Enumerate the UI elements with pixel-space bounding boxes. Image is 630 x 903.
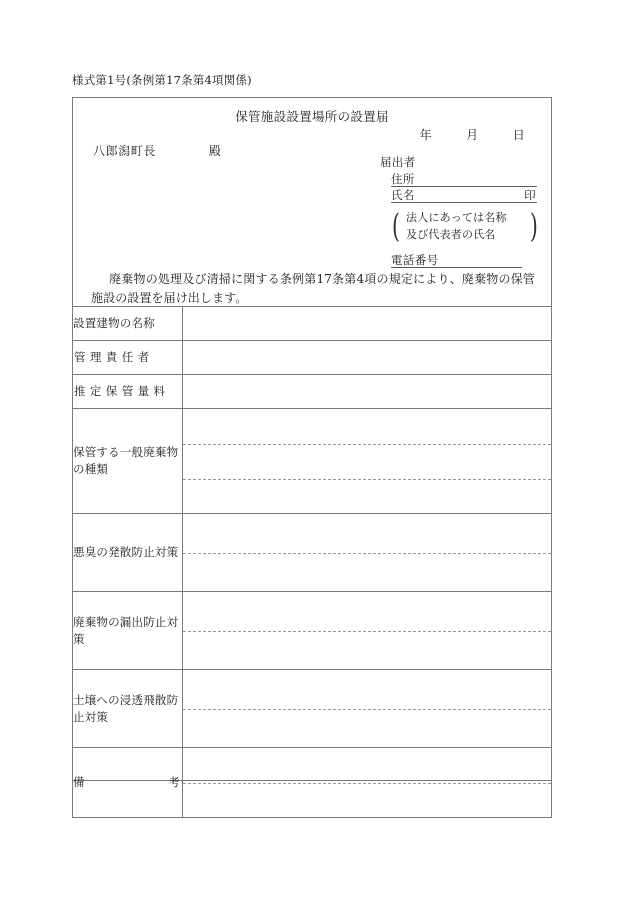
row-label-char: 考 <box>168 775 180 789</box>
row-label-cell-7 <box>73 748 183 818</box>
row-label-cell-1 <box>73 341 183 375</box>
corporate-note-line-1: 法人にあっては名称 <box>406 211 507 224</box>
paren-right-glyph: ) <box>530 206 538 245</box>
row-label-text-3: 保管する一般廃棄物の種類 <box>73 445 179 476</box>
phone-label: 電話番号 <box>391 253 439 267</box>
body-paragraph-text: 廃棄物の処理及び清掃に関する条例第17条第4項の規定により、廃棄物の保管施設の設置を届け出します。 <box>91 272 535 305</box>
row-label-cell-0 <box>73 307 183 341</box>
row-label-cell-5 <box>73 592 183 670</box>
date-month-label: 月 <box>466 128 479 142</box>
row-label-text-1: 管理責任者 <box>74 350 154 364</box>
row-value-cell-5[interactable] <box>183 592 552 670</box>
address-label: 住所 <box>391 172 415 186</box>
row-label-text-2: 推定保管量料 <box>74 384 170 398</box>
row-label-text-0: 設置建物の名称 <box>73 316 155 330</box>
row-value-cell-0[interactable] <box>183 307 552 341</box>
submitter-block <box>380 154 540 268</box>
date-line <box>420 126 525 143</box>
table-row <box>73 375 552 409</box>
corporate-note-line-2: 及び代表者の氏名 <box>406 228 496 241</box>
name-field[interactable] <box>391 187 537 203</box>
row-label-text-6: 土壌への浸透飛散防止対策 <box>73 692 179 724</box>
row-label-text-4: 悪臭の発散防止対策 <box>73 545 179 559</box>
body-paragraph <box>91 270 535 308</box>
corporate-name-note <box>392 206 538 245</box>
row-value-cell-3[interactable] <box>183 409 552 514</box>
row-dotted-line-5-0 <box>183 631 551 632</box>
table-row <box>73 307 552 341</box>
row-label-char: 備 <box>73 775 85 789</box>
row-label-cell-6 <box>73 670 183 748</box>
seal-label: 印 <box>524 188 536 202</box>
row-dotted-line-3-0 <box>183 444 551 445</box>
table-row <box>73 341 552 375</box>
form-number-label: 様式第1号(条例第17条第4項関係) <box>72 73 252 87</box>
row-dotted-line-3-1 <box>183 479 551 480</box>
table-row <box>73 592 552 670</box>
submitter-heading: 届出者 <box>380 155 416 169</box>
row-value-cell-4[interactable] <box>183 514 552 592</box>
row-dotted-line-6-0 <box>183 709 551 710</box>
table-row <box>73 748 552 818</box>
addressee-line <box>93 142 221 159</box>
table-row <box>73 670 552 748</box>
paren-left-glyph: ( <box>392 206 400 245</box>
table-row <box>73 514 552 592</box>
form-table <box>72 306 552 818</box>
table-row <box>73 409 552 514</box>
name-label: 氏名 <box>391 188 415 202</box>
form-outer-box <box>72 97 552 789</box>
row-label-text-5: 廃棄物の漏出防止対策 <box>73 614 179 646</box>
row-value-cell-7[interactable] <box>183 748 552 818</box>
address-field[interactable] <box>391 171 537 187</box>
addressee-name: 八郎潟町長 <box>93 144 157 158</box>
row-value-cell-1[interactable] <box>183 341 552 375</box>
row-label-cell-3 <box>73 409 183 514</box>
date-year-label: 年 <box>419 128 432 142</box>
date-day-label: 日 <box>512 128 525 142</box>
row-dotted-line-4-0 <box>183 553 551 554</box>
row-label-text-7 <box>73 774 182 791</box>
form-table-body <box>73 307 552 818</box>
row-dotted-line-7-0 <box>183 783 551 784</box>
addressee-honorific: 殿 <box>208 144 222 158</box>
row-label-cell-2 <box>73 375 183 409</box>
row-value-cell-2[interactable] <box>183 375 552 409</box>
form-header-region <box>73 98 551 306</box>
document-title: 保管施設設置場所の設置届 <box>235 109 389 124</box>
row-label-cell-4 <box>73 514 183 592</box>
phone-field[interactable] <box>391 252 522 268</box>
row-value-cell-6[interactable] <box>183 670 552 748</box>
